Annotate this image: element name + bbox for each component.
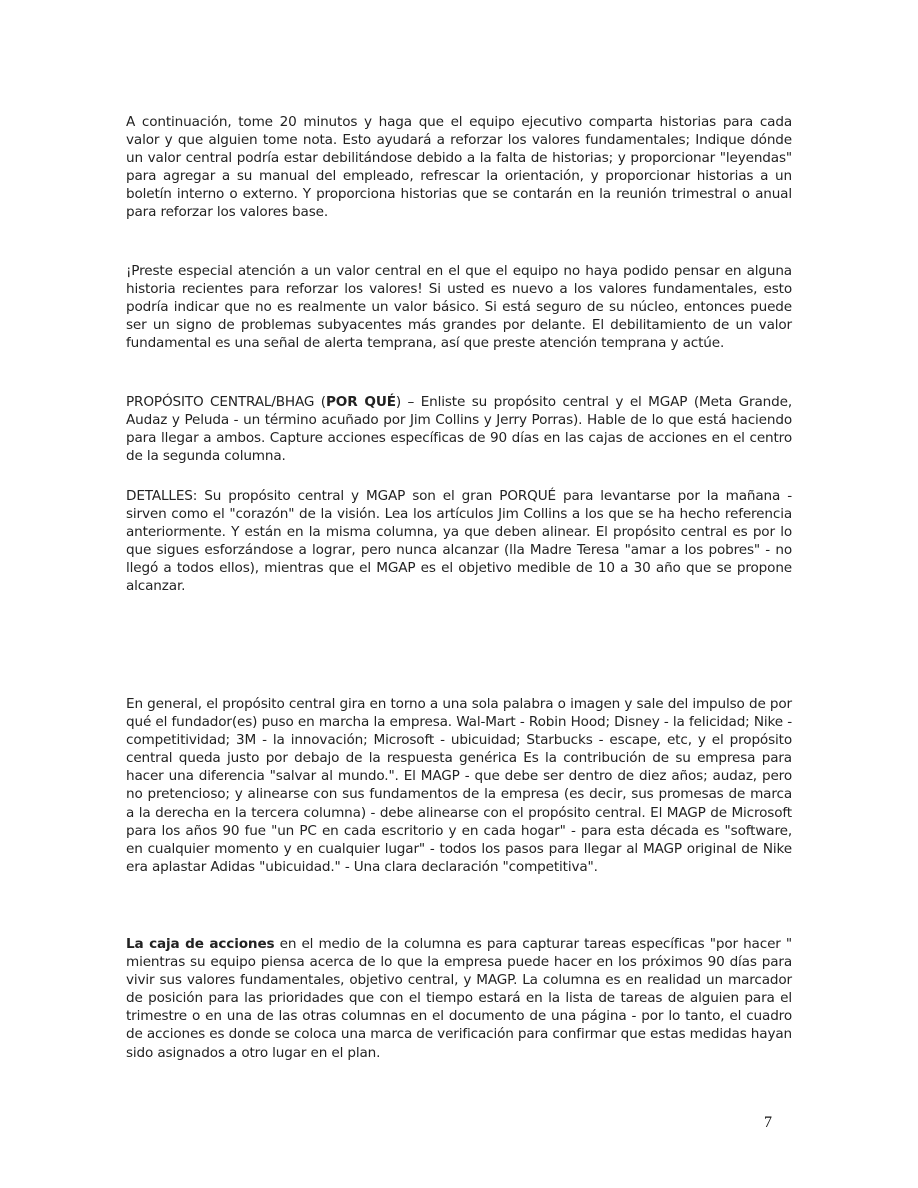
core-purpose-prefix: PROPÓSITO CENTRAL/BHAG ( [126,394,326,410]
paragraph-attention: ¡Preste especial atención a un valor central en el que el equipo no haya podido pensar en alguna historia recientes para reforzar los valores! Si usted es nuevo a los valores fundamentales, esto podría indicar que no es realmente un valor básico. Si está seguro de su núcleo, entonces puede ser un signo de problemas subyacentes más grandes por delante. El debilitamiento de un valor fundamental es una señal de alerta temprana, así que preste atención temprana y actúe. [126,263,792,352]
paragraph-general: En general, el propósito central gira en torno a una sola palabra o imagen y sale del impulso de por qué el fundador(es) puso en marcha la empresa. Wal-Mart - Robin Hood; Disney - la felicidad; Nike - competitividad; 3M - la innovación; Microsoft - ubicuidad; Starbucks - escape, etc, y el propósito central queda justo por debajo de la respuesta genérica Es la contribución de su empresa para hacer una diferencia "salvar al mundo.". El MAGP - que debe ser dentro de diez años; audaz, pero no pretencioso; y alinearse con sus fundamentos de la empresa (es decir, sus promesas de marca a la derecha en la tercera columna) - debe alinearse con el propósito central. El MAGP de Microsoft para los años 90 fue "un PC en cada escritorio y en cada hogar" - para esta década es "software, en cualquier momento y en cualquier lugar" - todos los pasos para llegar al MAGP original de Nike era aplastar Adidas "ubicuidad." - Una clara declaración "competitiva". [126,696,792,875]
core-purpose-rest: ) – Enliste su propósito central y el MGAP (Meta Grande, Audaz y Peluda - un término acuñado por Jim Collins y Jerry Porras). Hable de lo que está haciendo para llegar a ambos. Capture acciones específicas de 90 días en las cajas de acciones en el centro de la segunda columna. [126,394,792,465]
core-purpose-bold: POR QUÉ [325,394,396,410]
page-number: 7 [764,1114,772,1131]
action-box-rest: en el medio de la columna es para capturar tareas específicas "por hacer " mientras su equipo piensa acerca de lo que la empresa puede hacer en los próximos 90 días para vivir sus valores fundamentales, objetivo central, y MAGP. La columna es en realidad un marcador de posición para las prioridades que con el tiempo estará en la lista de tareas de alguien para el trimestre o en una de las otras columnas en el documento de una página - por lo tanto, el cuadro de acciones es donde se coloca una marca de verificación para confirmar que estas medidas hayan sido asignados a otro lugar en el plan. [126,936,792,1061]
paragraph-core-purpose [126,393,792,465]
paragraph-details: DETALLES: Su propósito central y MGAP son el gran PORQUÉ para levantarse por la mañana - sirven como el "corazón" de la visión. Lea los artículos Jim Collins a los que se ha hecho referencia anteriormente. Y están en la misma columna, ya que deben alinear. El propósito central es por lo que sigues esforzándose a lograr, pero nunca alcanzar (lla Madre Teresa "amar a los pobres" - no llegó a todos ellos), mientras que el MGAP es el objetivo medible de 10 a 30 año que se propone alcanzar. [126,488,792,595]
paragraph-action-box [126,935,792,1062]
paragraph-stories: A continuación, tome 20 minutos y haga que el equipo ejecutivo comparta historias para cada valor y que alguien tome nota. Esto ayudará a reforzar los valores fundamentales; Indique dónde un valor central podría estar debilitándose debido a la falta de historias; y proporcionar "leyendas" para agregar a su manual del empleado, refrescar la orientación, y proporcionar historias a un boletín interno o externo. Y proporciona historias que se contarán en la reunión trimestral o anual para reforzar los valores base. [126,114,792,221]
action-box-bold: La caja de acciones [126,936,275,952]
